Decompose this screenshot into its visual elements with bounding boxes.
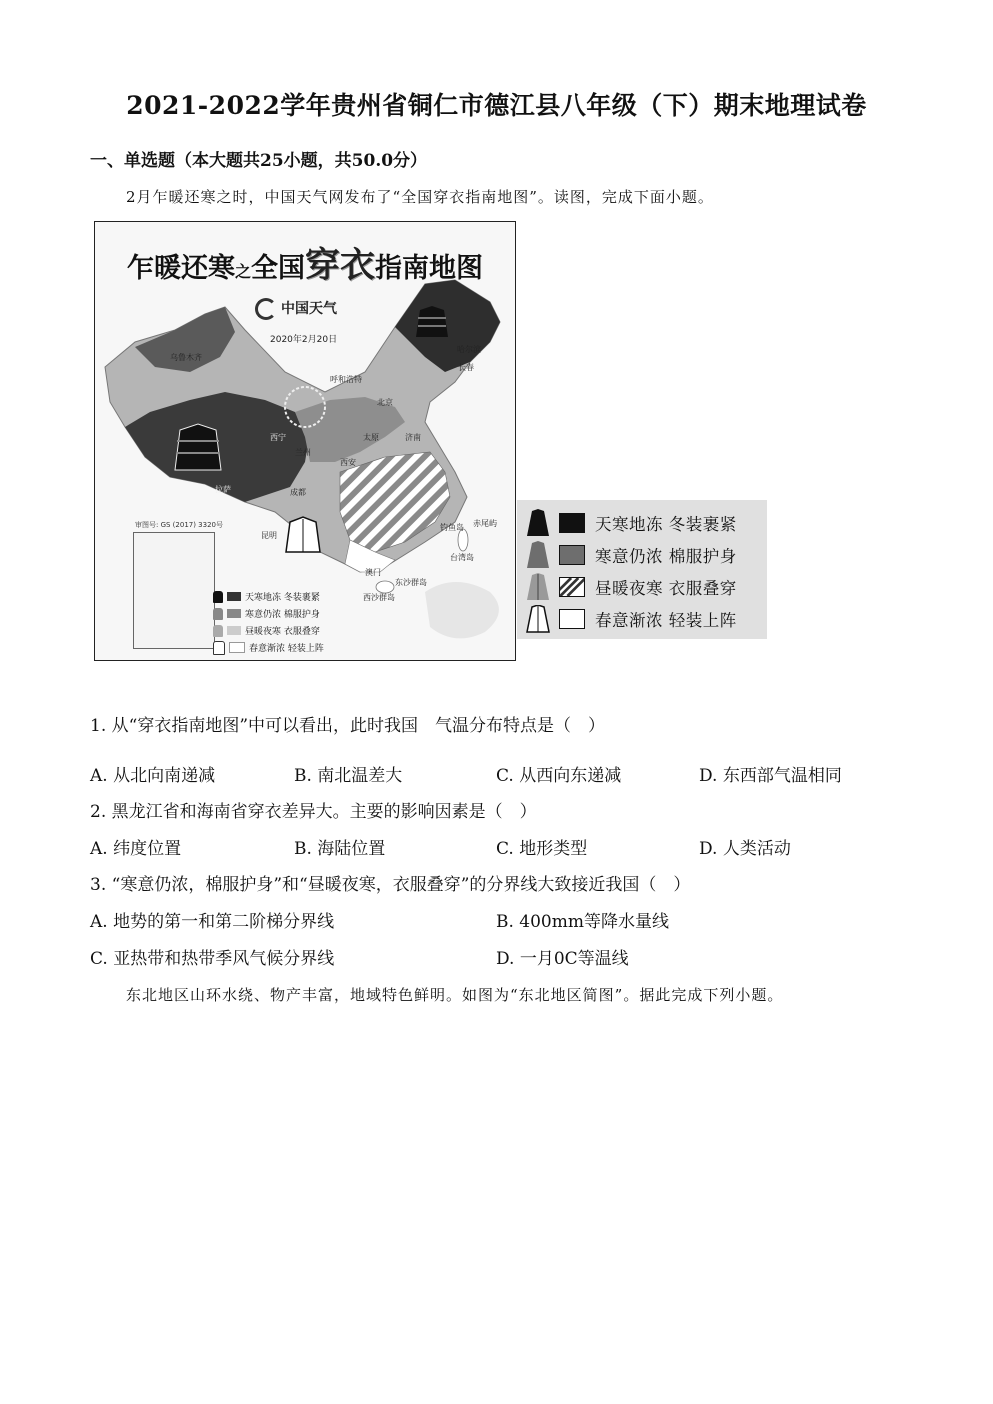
city-label: 西安: [340, 458, 356, 467]
question-2-option-a[interactable]: A. 纬度位置: [90, 839, 182, 859]
city-label: 济南: [405, 433, 421, 442]
legend-row: [525, 572, 737, 602]
map-title-part: 指南地图: [375, 253, 484, 284]
mini-legend-text: 春意渐浓 轻装上阵: [249, 644, 324, 654]
map-title-part: 乍暖还寒: [126, 253, 235, 284]
city-label: 钓鱼岛: [440, 523, 464, 532]
question-3-option-c[interactable]: C. 亚热带和热带季风气候分界线: [90, 949, 335, 969]
legend-text: 昼暖夜寒 衣服叠穿: [595, 579, 737, 598]
jacket-icon-northeast: [416, 306, 448, 337]
city-label: 太原: [363, 433, 379, 442]
city-label: 昆明: [261, 531, 277, 540]
map-title: [95, 238, 515, 288]
map-title-part: 之: [234, 262, 251, 281]
legend-row: [525, 508, 737, 538]
question-1-option-d[interactable]: D. 东西部气温相同: [699, 766, 842, 786]
legend-text: 天寒地冻 冬装裹紧: [595, 515, 737, 534]
city-label: 台湾岛: [450, 553, 474, 562]
legend-swatch: [559, 609, 585, 629]
jacket-icon: [213, 591, 223, 603]
question-3-stem: 3. “寒意仍浓，棉服护身”和“昼暖夜寒，衣服叠穿”的分界线大致接近我国（ ）: [90, 875, 691, 895]
mini-legend-text: 昼暖夜寒 衣服叠穿: [245, 627, 320, 637]
city-label: 呼和浩特: [330, 375, 362, 384]
city-label: 赤尾屿: [473, 519, 497, 528]
map-title-part: 穿衣: [305, 246, 376, 286]
question-2-option-c[interactable]: C. 地形类型: [496, 839, 588, 859]
mini-legend-text: 寒意仍浓 棉服护身: [245, 610, 320, 620]
city-label: 北京: [377, 398, 393, 407]
jacket-icon: [213, 625, 223, 637]
question-1-stem: 1. 从“穿衣指南地图”中可以看出，此时我国 气温分布特点是（ ）: [90, 716, 606, 736]
question-3-option-d[interactable]: D. 一月0C等温线: [496, 949, 629, 969]
mini-legend-row: [213, 588, 324, 605]
legend-swatch: [227, 592, 241, 601]
clothing-guide-map: [94, 221, 516, 661]
cotton-coat-icon: [525, 541, 551, 569]
mini-legend-text: 天寒地冻 冬装裹紧: [245, 593, 320, 603]
city-label: 澳门: [365, 568, 381, 577]
question-3-option-b[interactable]: B. 400mm等降水量线: [496, 912, 669, 932]
question-2-option-b[interactable]: B. 海陆位置: [294, 839, 386, 859]
legend-swatch: [227, 609, 241, 618]
mini-legend-row: [213, 622, 324, 639]
logo-text: 中国天气: [281, 301, 337, 317]
swirl-icon: [255, 298, 277, 320]
down-jacket-icon: [525, 509, 551, 537]
city-label: 成都: [290, 488, 306, 497]
legend-swatch: [227, 626, 241, 635]
jacket-icon-southwest: [286, 517, 320, 552]
map-approval-code: 审图号: GS (2017) 3320号: [135, 521, 223, 529]
jacket-icon-tibet: [175, 424, 221, 470]
mini-legend-row: [213, 605, 324, 622]
map-mini-legend: [213, 588, 324, 656]
city-label: 东沙群岛: [395, 578, 427, 587]
question-1-option-b[interactable]: B. 南北温差大: [294, 766, 403, 786]
city-label: 西沙群岛: [363, 593, 395, 602]
city-label: 哈尔滨: [457, 345, 481, 354]
legend-swatch: [559, 513, 585, 533]
legend-swatch: [559, 545, 585, 565]
question-1-option-c[interactable]: C. 从西向东递减: [496, 766, 622, 786]
legend-swatch: [229, 642, 245, 653]
map-legend: [517, 500, 767, 639]
intro-paragraph-2: 东北地区山环水绕、物产丰富，地域特色鲜明。如图为“东北地区简图”。据此完成下列小题。: [126, 986, 784, 1004]
city-label: 长春: [458, 363, 474, 372]
city-label: 乌鲁木齐: [170, 353, 202, 362]
map-title-part: 全国: [251, 253, 305, 284]
jacket-icon: [213, 641, 225, 655]
question-1-option-a[interactable]: A. 从北向南递减: [90, 766, 216, 786]
intro-paragraph-1: 2月乍暖还寒之时，中国天气网发布了“全国穿衣指南地图”。读图，完成下面小题。: [126, 188, 714, 206]
map-date: 2020年2月20日: [270, 335, 338, 345]
legend-row: [525, 604, 737, 634]
city-label: 兰州: [295, 448, 311, 457]
question-3-option-a[interactable]: A. 地势的第一和第二阶梯分界线: [90, 912, 335, 932]
question-2-stem: 2. 黑龙江省和海南省穿衣差异大。主要的影响因素是（ ）: [90, 802, 537, 822]
mini-legend-row: [213, 639, 324, 656]
legend-text: 寒意仍浓 棉服护身: [595, 547, 737, 566]
china-weather-logo: [255, 298, 337, 320]
legend-row: [525, 540, 737, 570]
city-label: 西宁: [270, 433, 286, 442]
light-jacket-icon: [525, 605, 551, 633]
jacket-icon: [213, 608, 223, 620]
question-2-option-d[interactable]: D. 人类活动: [699, 839, 791, 859]
section-heading: 一、单选题（本大题共25小题，共50.0分）: [90, 151, 428, 171]
city-label: 拉萨: [215, 485, 231, 494]
page-title: 2021-2022学年贵州省铜仁市德江县八年级（下）期末地理试卷: [126, 91, 867, 120]
south-china-sea-inset: [133, 532, 215, 649]
legend-text: 春意渐浓 轻装上阵: [595, 611, 737, 630]
legend-swatch-hatched: [559, 577, 585, 597]
layered-jacket-icon: [525, 573, 551, 601]
